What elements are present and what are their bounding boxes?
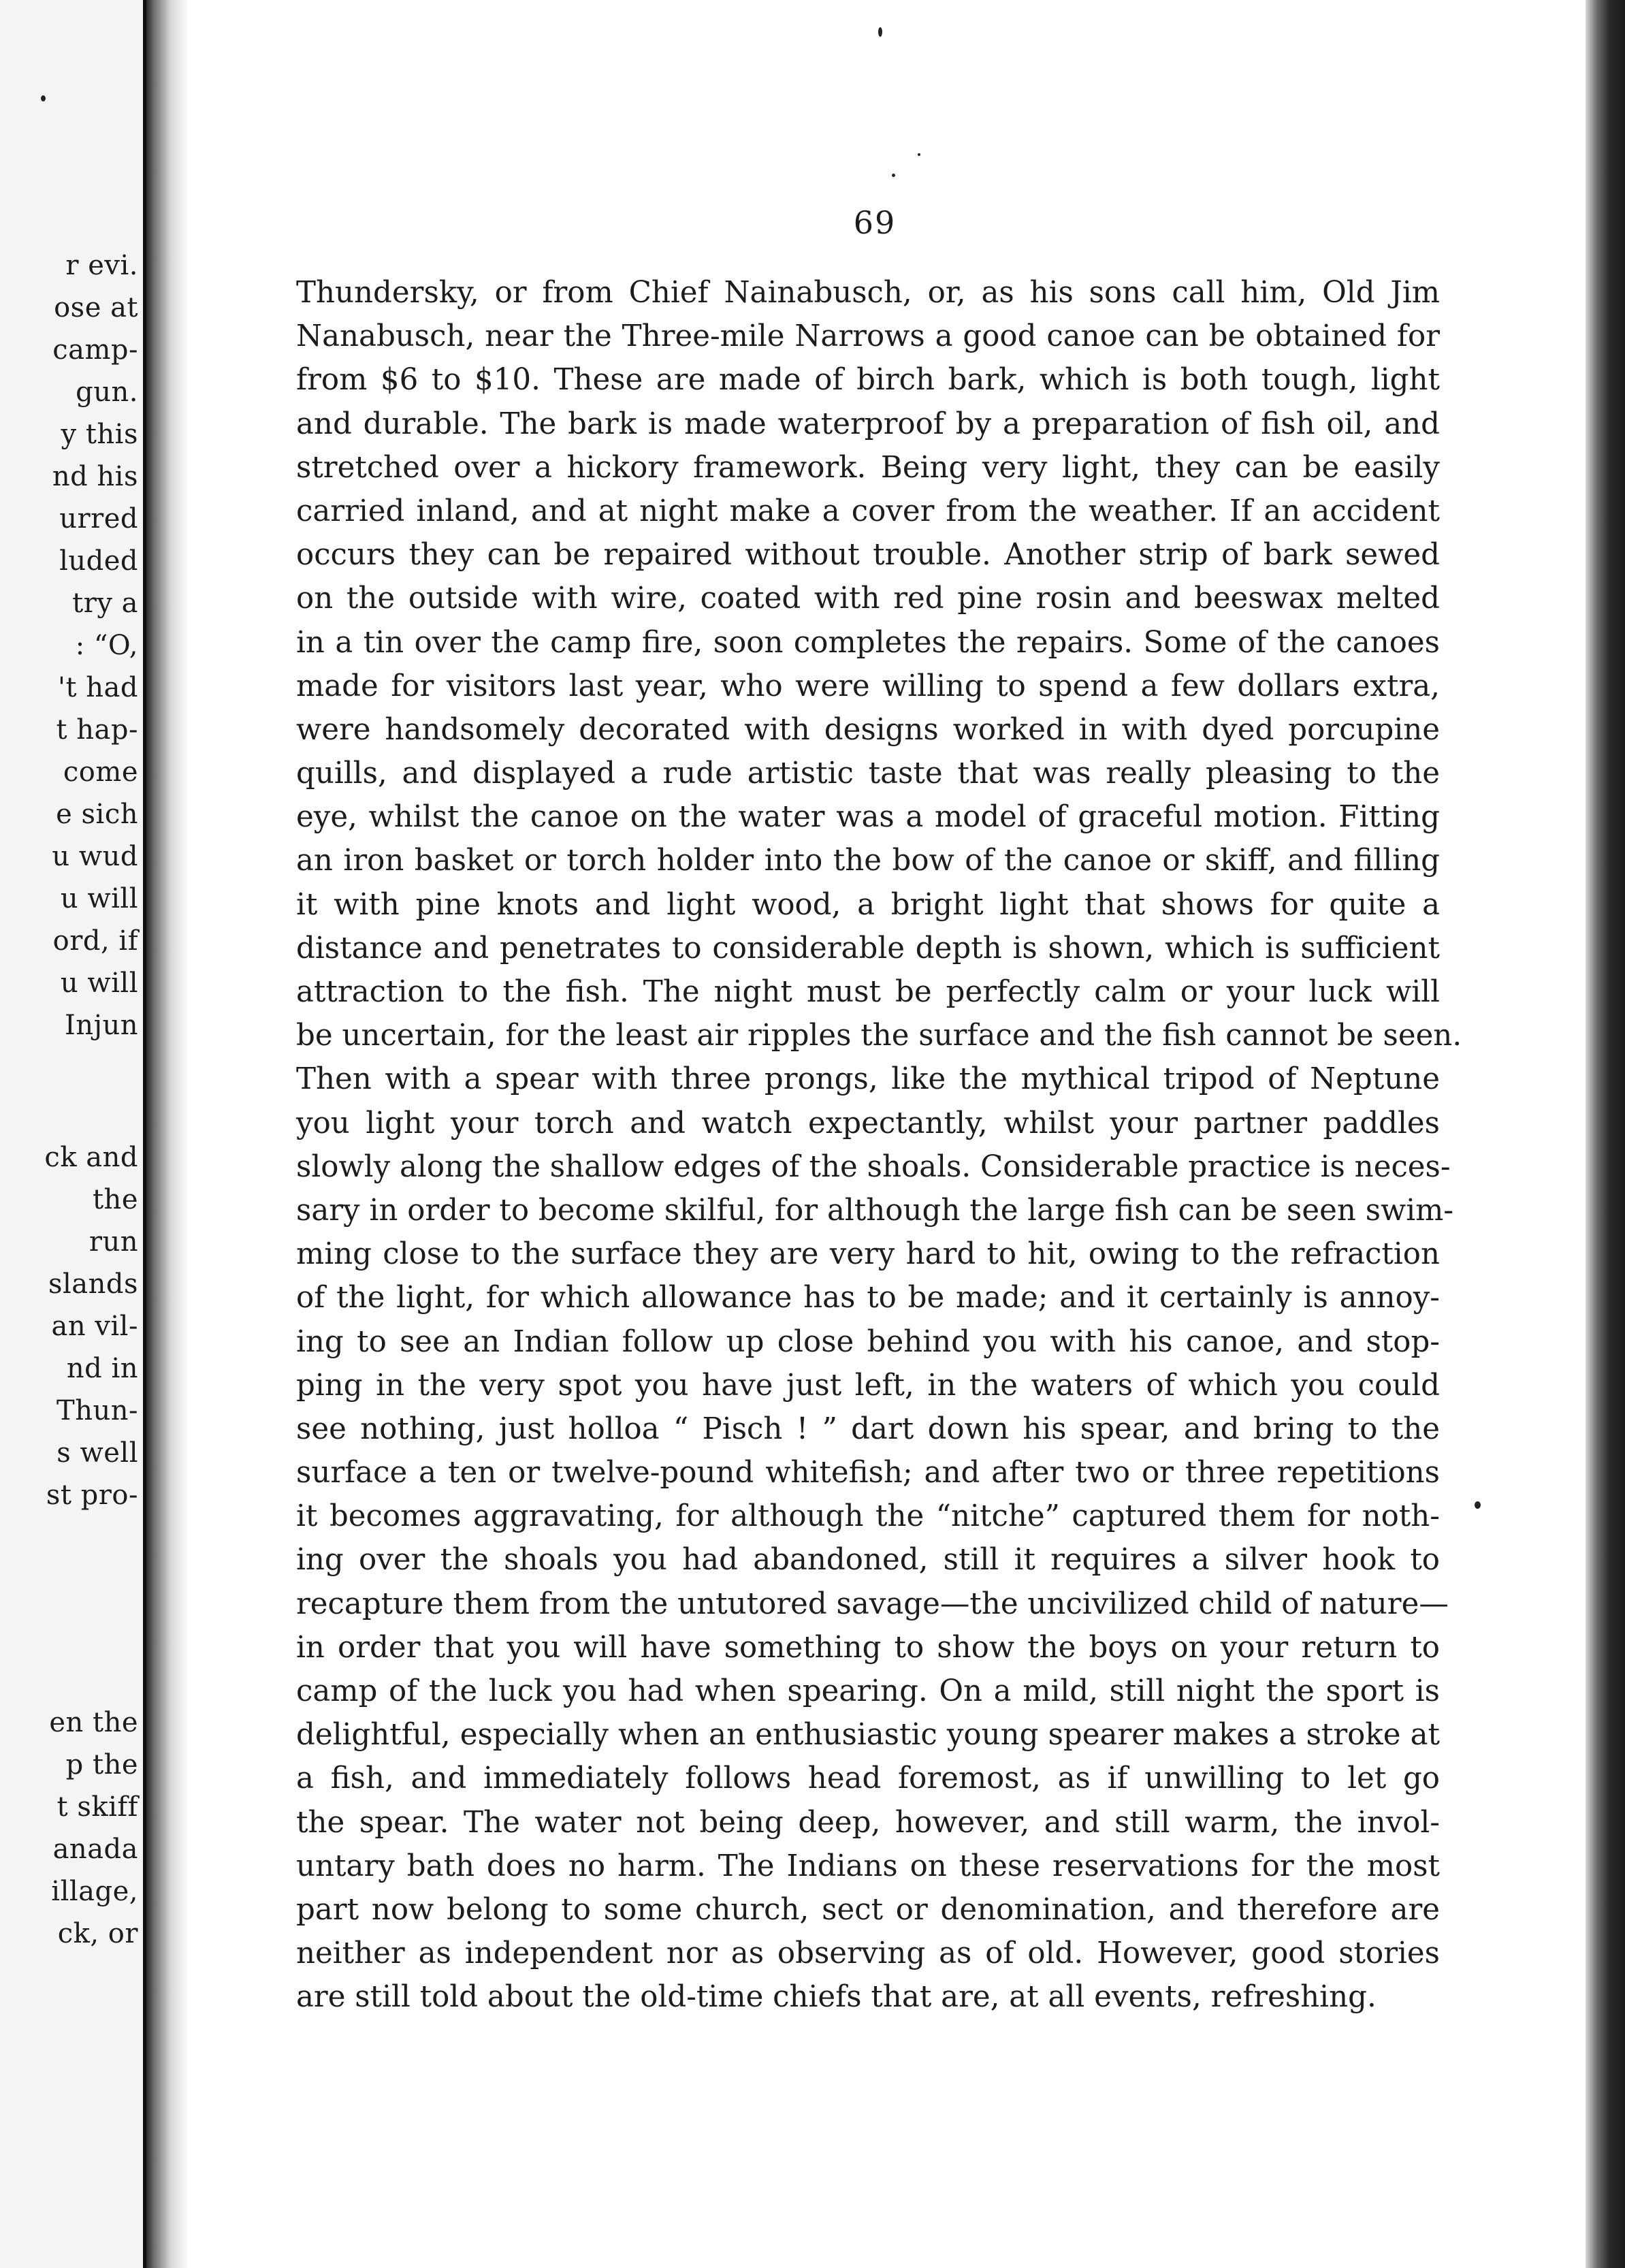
- prev-page-fragment: r evi.: [65, 250, 138, 281]
- text-line: Thundersky, or from Chief Nainabusch, or, as his sons call him, Old Jim: [296, 276, 1440, 310]
- text-line: in order that you will have something to show the boys on your return to: [296, 1630, 1440, 1665]
- text-line: slowly along the shallow edges of the shoals. Considerable practice is neces-: [296, 1149, 1451, 1184]
- text-line: in a tin over the camp fire, soon completes the repairs. Some of the canoes: [296, 625, 1440, 660]
- text-line: from $6 to $10. These are made of birch bark, which is both tough, light: [296, 363, 1440, 398]
- prev-page-fragment: nd his: [52, 461, 138, 492]
- prev-page-fragment: anada: [52, 1834, 138, 1865]
- text-line: ing to see an Indian follow up close behind you with his canoe, and stop-: [296, 1324, 1440, 1359]
- prev-page-fragment: t skiff: [57, 1791, 138, 1823]
- text-line: neither as independent nor as observing as of old. However, good stories: [296, 1936, 1440, 1971]
- text-line: carried inland, and at night make a cover from the weather. If an accident: [296, 494, 1440, 528]
- prev-page-fragment: Injun: [65, 1010, 138, 1041]
- print-speck: [892, 174, 895, 177]
- prev-page-fragment: u will: [60, 968, 138, 999]
- text-line: distance and penetrates to considerable depth is shown, which is sufficient: [296, 931, 1440, 965]
- text-line: attraction to the fish. The night must be perfectly calm or your luck will: [296, 975, 1440, 1009]
- prev-page-fragment: gun.: [76, 377, 138, 408]
- prev-page-fragment: luded: [59, 545, 138, 577]
- prev-page-fragment: ord, if: [52, 925, 138, 957]
- text-line: ming close to the surface they are very hard to hit, owing to the refraction: [296, 1237, 1440, 1272]
- text-line: of the light, for which allowance has to be made; and it certainly is annoy-: [296, 1281, 1440, 1315]
- prev-page-fragment: come: [63, 756, 138, 788]
- prev-page-fragment: try a: [72, 588, 138, 619]
- right-page-edge-shadow: [1586, 0, 1625, 2268]
- text-line: Nanabusch, near the Three-mile Narrows a good canoe can be obtained for: [296, 319, 1440, 354]
- text-line: delightful, especially when an enthusiastic young spearer makes a stroke at: [296, 1718, 1440, 1753]
- prev-page-fragment: en the: [49, 1707, 138, 1738]
- prev-page-fragment: : “O,: [75, 630, 138, 661]
- text-line: an iron basket or torch holder into the bow of the canoe or skiff, and filling: [296, 844, 1440, 878]
- prev-page-fragment: t hap-: [56, 714, 138, 746]
- prev-page-fragment: s well: [57, 1437, 138, 1469]
- text-line: eye, whilst the canoe on the water was a model of graceful motion. Fitting: [296, 800, 1440, 835]
- text-line: you light your torch and watch expectantly, whilst your partner paddles: [296, 1106, 1440, 1140]
- prev-page-fragment: 't had: [58, 672, 138, 703]
- prev-page-fragment: slands: [48, 1268, 138, 1300]
- text-line: occurs they can be repaired without trouble. Another strip of bark sewed: [296, 538, 1440, 573]
- prev-page-fragment: urred: [59, 503, 138, 534]
- text-line: a fish, and immediately follows head foremost, as if unwilling to let go: [296, 1761, 1440, 1796]
- text-line: recapture them from the untutored savage—the uncivilized child of nature—: [296, 1586, 1449, 1621]
- text-line: are still told about the old-time chiefs that are, at all events, refreshing.: [296, 1980, 1377, 2015]
- prev-page-fragment: p the: [65, 1749, 138, 1780]
- text-line: quills, and displayed a rude artistic taste that was really pleasing to the: [296, 756, 1440, 791]
- text-line: part now belong to some church, sect or denomination, and therefore are: [296, 1892, 1440, 1927]
- text-line: on the outside with wire, coated with red pine rosin and beeswax melted: [296, 581, 1440, 616]
- prev-page-fragment: run: [89, 1226, 138, 1258]
- prev-page-fragment: nd in: [66, 1353, 138, 1384]
- prev-page-fragment: illage,: [51, 1876, 138, 1907]
- prev-page-fragment: an vil-: [51, 1311, 138, 1342]
- print-speck: [1475, 1501, 1481, 1509]
- text-line: camp of the luck you had when spearing. On a mild, still night the sport is: [296, 1674, 1440, 1708]
- text-line: and durable. The bark is made waterproof by a preparation of fish oil, and: [296, 406, 1440, 441]
- prev-page-fragment: the: [92, 1184, 138, 1215]
- text-line: stretched over a hickory framework. Being very light, they can be easily: [296, 450, 1440, 485]
- text-line: the spear. The water not being deep, however, and still warm, the invol-: [296, 1805, 1440, 1840]
- text-line: it with pine knots and light wood, a bright light that shows for quite a: [296, 887, 1440, 922]
- prev-page-fragment: camp-: [52, 334, 138, 366]
- page-number: 69: [853, 204, 897, 241]
- prev-page-fragment: u will: [60, 883, 138, 914]
- prev-page-fragment: st pro-: [46, 1480, 138, 1511]
- print-speck: [41, 95, 46, 101]
- prev-page-fragment: ose at: [54, 292, 138, 323]
- text-line: ing over the shoals you had abandoned, still it requires a silver hook to: [296, 1543, 1440, 1578]
- text-line: Then with a spear with three prongs, like the mythical tripod of Neptune: [296, 1062, 1440, 1097]
- prev-page-fragment: u wud: [52, 841, 138, 872]
- text-line: surface a ten or twelve-pound whitefish; and after two or three repetitions: [296, 1456, 1440, 1490]
- print-speck: [878, 27, 882, 37]
- prev-page-fragment: Thun-: [57, 1395, 138, 1426]
- text-line: it becomes aggravating, for although the “nitche” captured them for noth-: [296, 1499, 1440, 1534]
- prev-page-fragment: ck, or: [57, 1918, 138, 1949]
- text-line: were handsomely decorated with designs worked in with dyed porcupine: [296, 712, 1440, 747]
- page-body-text: [296, 271, 1462, 2019]
- text-line: untary bath does no harm. The Indians on these reservations for the most: [296, 1849, 1440, 1883]
- previous-page-edge: [0, 0, 146, 2268]
- text-line: be uncertain, for the least air ripples the surface and the fish cannot be seen.: [296, 1019, 1462, 1053]
- text-line: made for visitors last year, who were willing to spend a few dollars extra,: [296, 669, 1440, 703]
- text-line: ping in the very spot you have just left, in the waters of which you could: [296, 1368, 1440, 1403]
- text-line: see nothing, just holloa “ Pisch ! ” dart down his spear, and bring to the: [296, 1411, 1440, 1446]
- page-fold-shadow: [146, 0, 187, 2268]
- prev-page-fragment: y this: [61, 419, 138, 450]
- text-line: sary in order to become skilful, for although the large fish can be seen swim-: [296, 1193, 1454, 1228]
- prev-page-fragment: e sich: [56, 799, 138, 830]
- print-speck: [918, 153, 920, 156]
- prev-page-fragment: ck and: [44, 1142, 138, 1173]
